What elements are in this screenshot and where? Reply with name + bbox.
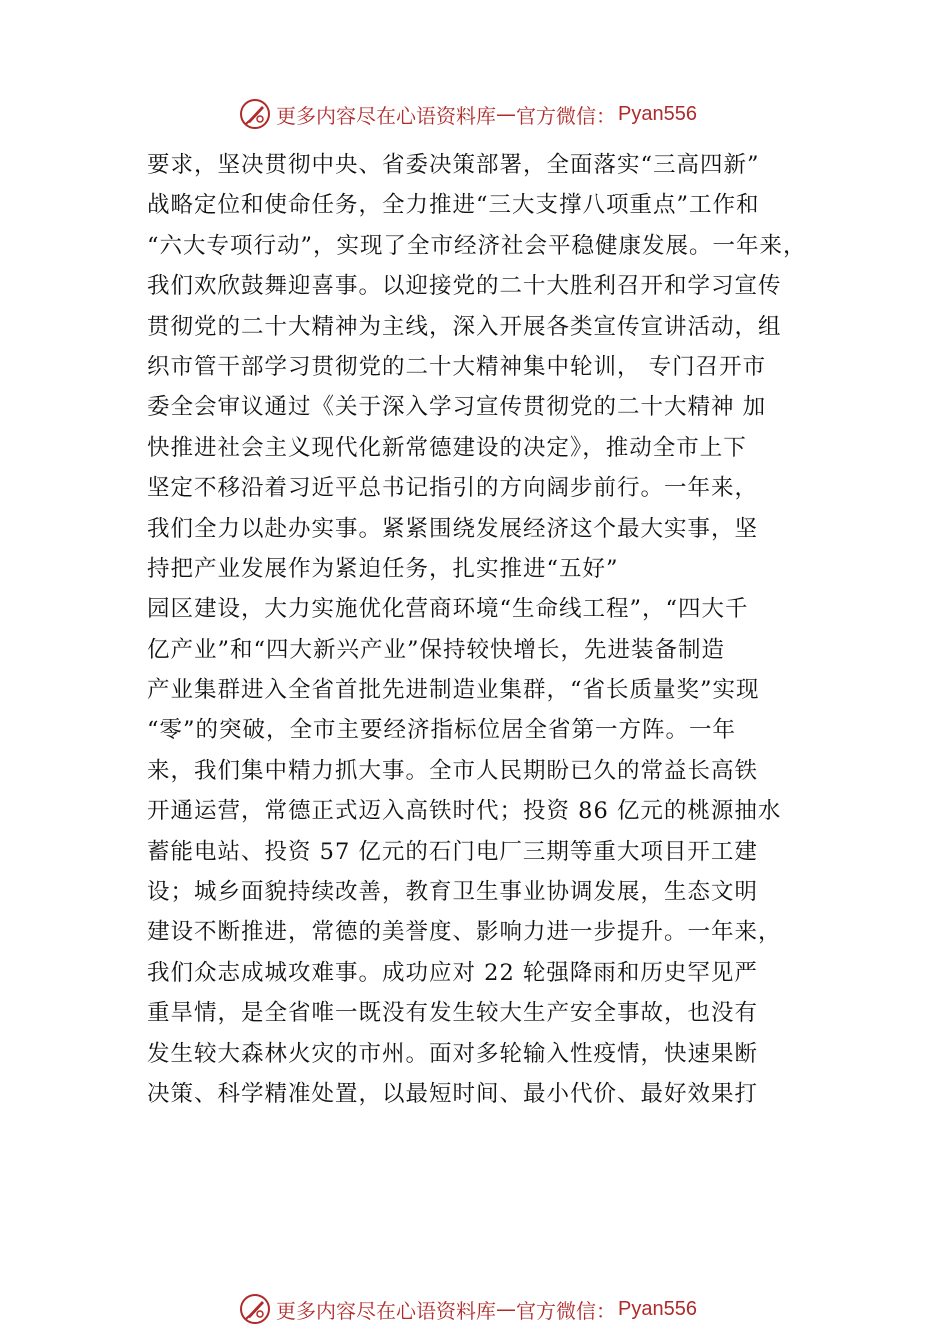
body-line: 坚定不移沿着习近平总书记指引的方向阔步前行。一年来， xyxy=(147,475,759,502)
body-line: 我们全力以赴办实事。紧紧围绕发展经济这个最大实事，坚 xyxy=(147,515,759,542)
body-line: 我们众志成城攻难事。成功应对 22 轮强降雨和历史罕见严 xyxy=(147,959,758,986)
footer-title: 更多内容尽在心语资料库 xyxy=(276,1298,496,1323)
body-line: 设；城乡面貌持续改善，教育卫生事业协调发展，生态文明 xyxy=(147,879,759,906)
quill-pen-logo-icon xyxy=(238,97,272,131)
body-line: 重旱情，是全省唯一既没有发生较大生产安全事故，也没有 xyxy=(147,1000,759,1027)
body-line: 快推进社会主义现代化新常德建设的决定》，推动全市上下 xyxy=(147,434,747,461)
body-line: 要求，坚决贯彻中央、省委决策部署，全面落实“三高四新” xyxy=(147,152,760,178)
body-line: 持把产业发展作为紧迫任务，扎实推进“五好” xyxy=(147,555,619,582)
body-line: 来，我们集中精力抓大事。全市人民期盼已久的常益长高铁 xyxy=(147,757,759,784)
body-line: 产业集群进入全省首批先进制造业集群，“省长质量奖”实现 xyxy=(147,677,760,704)
body-line: “六大专项行动”，实现了全市经济社会平稳健康发展。一年来， xyxy=(147,232,807,259)
body-line: 发生较大森林火灾的市州。面对多轮输入性疫情，快速果断 xyxy=(147,1040,759,1067)
body-line: “零”的突破，全市主要经济指标位居全省第一方阵。一年 xyxy=(147,717,737,744)
header-banner xyxy=(238,97,738,131)
body-line: 决策、科学精准处置，以最短时间、最小代价、最好效果打 xyxy=(147,1080,759,1107)
body-line: 蓄能电站、投资 57 亿元的石门电厂三期等重大项目开工建 xyxy=(147,838,758,865)
header-separator: — xyxy=(496,102,516,126)
document-body xyxy=(147,145,847,1114)
body-line: 委全会审议通过《关于深入学习宣传贯彻党的二十大精神 加 xyxy=(147,394,767,421)
footer-wechat-id: Pyan556 xyxy=(618,1297,697,1320)
body-line: 贯彻党的二十大精神为主线，深入开展各类宣传宣讲活动，组 xyxy=(147,313,782,340)
body-line: 我们欢欣鼓舞迎喜事。以迎接党的二十大胜利召开和学习宣传 xyxy=(147,273,782,300)
body-line: 战略定位和使命任务，全力推进“三大支撑八项重点”工作和 xyxy=(147,192,760,219)
body-line: 亿产业”和“四大新兴产业”保持较快增长，先进装备制造 xyxy=(147,636,726,663)
footer-separator: — xyxy=(496,1297,516,1321)
footer-banner xyxy=(238,1292,738,1326)
body-line: 开通运营，常德正式迈入高铁时代；投资 86 亿元的桃源抽水 xyxy=(147,798,782,825)
footer-wechat-label: 官方微信： xyxy=(516,1298,616,1323)
body-line: 建设不断推进，常德的美誉度、影响力进一步提升。一年来， xyxy=(147,919,782,946)
body-line: 园区建设，大力实施优化营商环境“生命线工程”，“四大千 xyxy=(147,596,749,623)
body-line: 织市管干部学习贯彻党的二十大精神集中轮训， 专门召开市 xyxy=(147,353,767,380)
header-wechat-label: 官方微信： xyxy=(516,103,616,128)
header-wechat-id: Pyan556 xyxy=(618,102,697,125)
header-title: 更多内容尽在心语资料库 xyxy=(276,103,496,128)
quill-pen-logo-icon xyxy=(238,1292,272,1326)
